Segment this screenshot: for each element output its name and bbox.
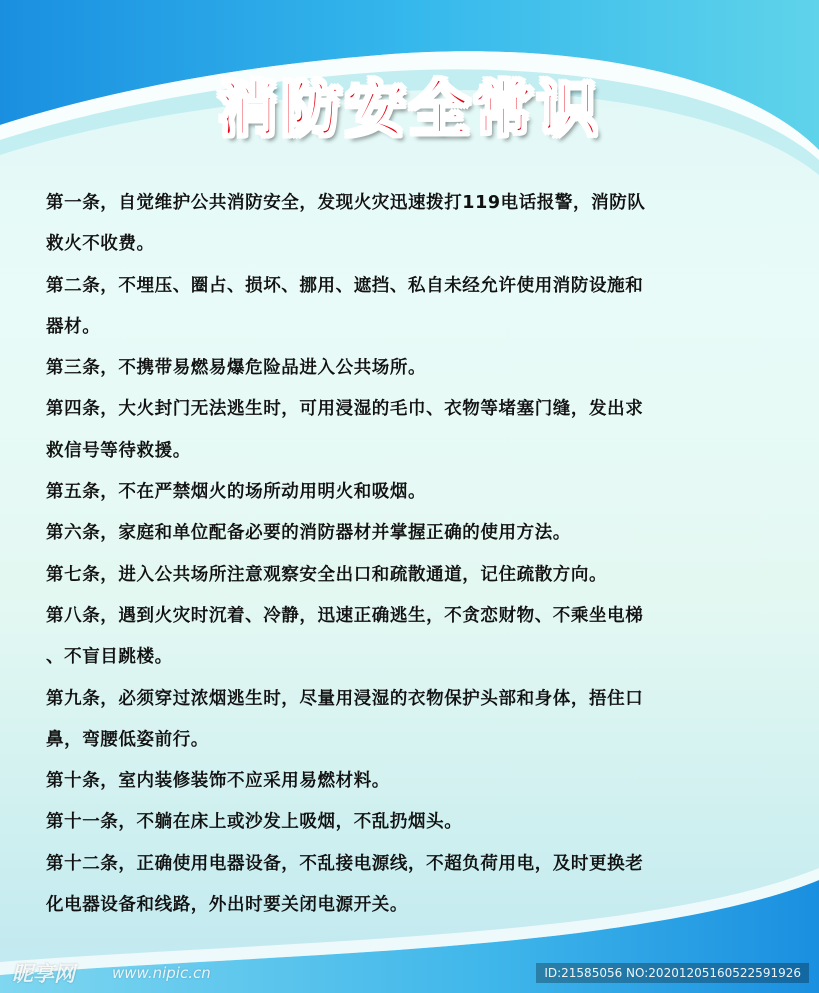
- article-line: 救火不收费。: [46, 234, 155, 255]
- article-line: 第四条，大火封门无法逃生时，可用浸湿的毛巾、衣物等堵塞门缝，发出求: [46, 399, 644, 420]
- article-list: [46, 183, 774, 926]
- article-line: 鼻，弯腰低姿前行。: [46, 729, 209, 750]
- article-line: 化电器设备和线路，外出时要关闭电源开关。: [46, 895, 408, 916]
- watermark-id: ID:21585056 NO:20201205160522591926: [536, 963, 809, 983]
- article-line: 第五条，不在严禁烟火的场所动用明火和吸烟。: [46, 482, 427, 503]
- article-line: 第三条，不携带易燃易爆危险品进入公共场所。: [46, 358, 427, 379]
- article-line: 第七条，进入公共场所注意观察安全出口和疏散通道，记住疏散方向。: [46, 564, 608, 585]
- article-line: 第六条，家庭和单位配备必要的消防器材并掌握正确的使用方法。: [46, 523, 571, 544]
- article-line: 第九条，必须穿过浓烟逃生时，尽量用浸湿的衣物保护头部和身体，捂住口: [46, 688, 644, 709]
- article-line: 第八条，遇到火灾时沉着、冷静，迅速正确逃生，不贪恋财物、不乘坐电梯: [46, 605, 644, 626]
- article-item: [46, 472, 774, 513]
- article-item: [46, 513, 774, 554]
- article-line: 第十条，室内装修装饰不应采用易燃材料。: [46, 771, 390, 792]
- article-line: 、不盲目跳楼。: [46, 647, 173, 668]
- article-item: [46, 844, 774, 927]
- article-item: [46, 183, 774, 266]
- article-line: 第十二条，正确使用电器设备，不乱接电源线，不超负荷用电，及时更换老: [46, 853, 644, 874]
- article-line: 救信号等待救援。: [46, 440, 191, 461]
- article-line: 器材。: [46, 316, 101, 337]
- article-item: [46, 266, 774, 349]
- article-line: 第二条，不埋压、圈占、损坏、挪用、遮挡、私自未经允许使用消防设施和: [46, 275, 644, 296]
- article-item: [46, 596, 774, 679]
- watermark-logo: 昵享网: [12, 962, 75, 986]
- article-line: 第十一条，不躺在床上或沙发上吸烟，不乱扔烟头。: [46, 812, 463, 833]
- page-title: 消防安全常识: [217, 75, 602, 145]
- article-item: [46, 679, 774, 762]
- article-item: [46, 348, 774, 389]
- article-line: 第一条，自觉维护公共消防安全，发现火灾迅速拨打119电话报警，消防队: [46, 193, 646, 213]
- article-item: [46, 555, 774, 596]
- article-item: [46, 389, 774, 472]
- watermark-site: www.nipic.cn: [112, 964, 211, 982]
- article-item: [46, 761, 774, 802]
- article-item: [46, 802, 774, 843]
